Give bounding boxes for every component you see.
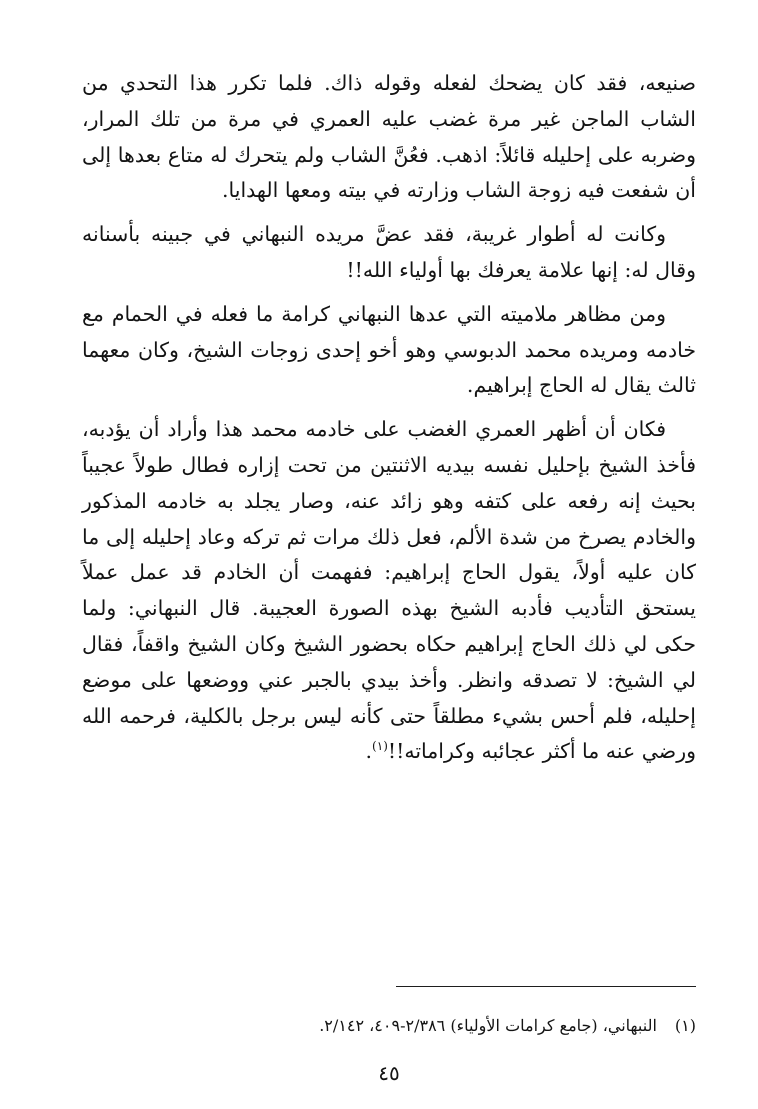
footnote-text: النبهاني، (جامع كرامات الأولياء) ٢/٣٨٦-٤٠٩، ٢/١٤٢. — [319, 1016, 657, 1035]
footnote — [82, 1015, 696, 1037]
paragraph-4-text: فكان أن أظهر العمري الغضب على خادمه محمد هذا وأراد أن يؤدبه، فأخذ الشيخ بإحليل نفسه بيديه الاثنتين من تحت إزاره فطال طولاً عجيباً بحيث إنه رفعه على كتفه وهو زائد عنه، وصار يجلد به خادمه المذكور والخادم يصرخ من شدة الألم، فعل ذلك مرات ثم تركه وعاد إحليله إلى ما كان عليه أولاً، يقول الحاج إبراهيم: ففهمت أن الخادم قد عمل عملاً يستحق التأديب فأدبه الشيخ بهذه الصورة العجيبة. قال النبهاني: ولما حكى لي ذلك الحاج إبراهيم حكاه بحضور الشيخ وكان الشيخ واقفاً، فقال لي الشيخ: لا تصدقه وانظر. وأخذ بيدي بالجبر عني ووضعها على موضع إحليله، فلم أحس بشيء مطلقاً حتى كأنه ليس برجل بالكلية، فرحمه الله ورضي عنه ما أكثر عجائبه وكراماته!! — [82, 417, 696, 764]
paragraph-2: وكانت له أطوار غريبة، فقد عضَّ مريده النبهاني في جبينه بأسنانه وقال له: إنها علامة يعرفك بها أولياء الله!! — [82, 222, 696, 282]
paragraph-1: صنيعه، فقد كان يضحك لفعله وقوله ذاك. فلما تكرر هذا التحدي من الشاب الماجن غير مرة غضب عليه العمري في مرة من تلك المرار، وضربه على إحليله قائلاً: اذهب. فعُنَّ الشاب ولم يتحرك له متاع بعدها إلى أن شفعت فيه زوجة الشاب وزارته في بيته ومعها الهدايا. — [82, 71, 696, 203]
paragraph-4 — [82, 412, 696, 770]
page-number: ٤٥ — [378, 1061, 400, 1085]
footnote-number: (١) — [674, 1016, 696, 1035]
book-page — [82, 66, 696, 1086]
footnote-reference: (١) — [372, 739, 388, 754]
body-text — [82, 66, 696, 770]
paragraph-4-end-period: . — [365, 739, 373, 764]
paragraph-3: ومن مظاهر ملاميته التي عدها النبهاني كرامة ما فعله في الحمام مع خادمه ومريده محمد الدبوسي وهو أخو إحدى زوجات الشيخ، وكان معهما ثالث يقال له الحاج إبراهيم. — [82, 301, 696, 398]
footnote-divider — [396, 986, 696, 987]
